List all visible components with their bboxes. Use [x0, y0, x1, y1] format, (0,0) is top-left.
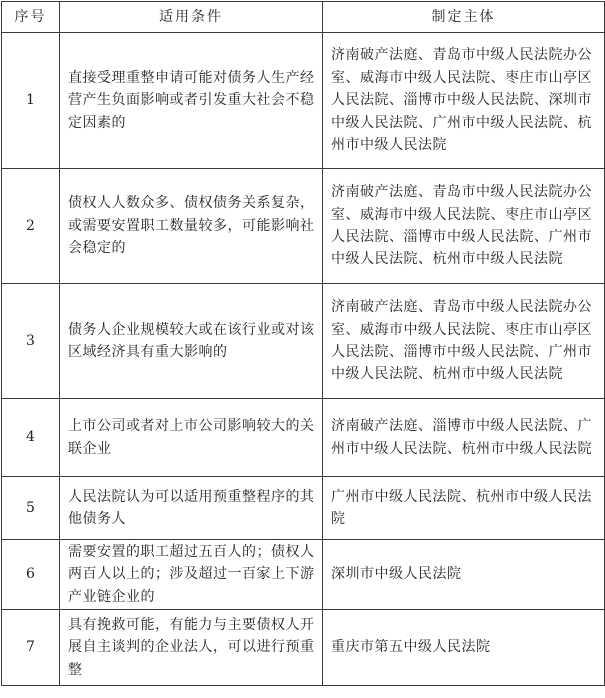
row-index: 6: [2, 540, 60, 610]
row-condition: 上市公司或者对上市公司影响较大的关联企业: [60, 399, 323, 477]
row-condition: 需要安置的职工超过五百人的；债权人两百人以上的；涉及超过一百家上下游产业链企业的: [60, 540, 323, 610]
row-index: 5: [2, 477, 60, 540]
row-index: 4: [2, 399, 60, 477]
table-row: [2, 399, 605, 477]
row-condition: 人民法院认为可以适用预重整程序的其他债务人: [60, 477, 323, 540]
table-row: [2, 477, 605, 540]
row-issuer: 济南破产法庭、青岛市中级人民法院办公室、威海市中级人民法院、枣庄市山亭区人民法院、淄博市中级人民法院、广州市中级人民法院、杭州市中级人民法院: [323, 284, 605, 399]
header-row: [2, 2, 605, 33]
row-issuer: 济南破产法庭、淄博市中级人民法院、广州市中级人民法院、杭州市中级人民法院: [323, 399, 605, 477]
row-condition: 债务人企业规模较大或在该行业或对该区域经济具有重大影响的: [60, 284, 323, 399]
pre-reorganization-table: [1, 1, 605, 686]
table-row: [2, 33, 605, 169]
row-index: 2: [2, 169, 60, 284]
row-condition: 债权人人数众多、债权债务关系复杂，或需要安置职工数量较多，可能影响社会稳定的: [60, 169, 323, 284]
row-index: 7: [2, 610, 60, 686]
table-row: [2, 540, 605, 610]
row-index: 3: [2, 284, 60, 399]
row-issuer: 重庆市第五中级人民法院: [323, 610, 605, 686]
row-condition: 具有挽救可能，有能力与主要债权人开展自主谈判的企业法人，可以进行预重整: [60, 610, 323, 686]
header-index: 序号: [2, 2, 60, 33]
row-index: 1: [2, 33, 60, 169]
row-condition: 直接受理重整申请可能对债务人生产经营产生负面影响或者引发重大社会不稳定因素的: [60, 33, 323, 169]
table-row: [2, 610, 605, 686]
table-row: [2, 169, 605, 284]
row-issuer: 济南破产法庭、青岛市中级人民法院办公室、威海市中级人民法院、枣庄市山亭区人民法院、淄博市中级人民法院、广州市中级人民法院、杭州市中级人民法院: [323, 169, 605, 284]
header-issuer: 制定主体: [323, 2, 605, 33]
row-issuer: 广州市中级人民法院、杭州市中级人民法院: [323, 477, 605, 540]
header-condition: 适用条件: [60, 2, 323, 33]
row-issuer: 济南破产法庭、青岛市中级人民法院办公室、威海市中级人民法院、枣庄市山亭区人民法院、淄博市中级人民法院、深圳市中级人民法院、广州市中级人民法院、杭州市中级人民法院: [323, 33, 605, 169]
table-row: [2, 284, 605, 399]
row-issuer: 深圳市中级人民法院: [323, 540, 605, 610]
